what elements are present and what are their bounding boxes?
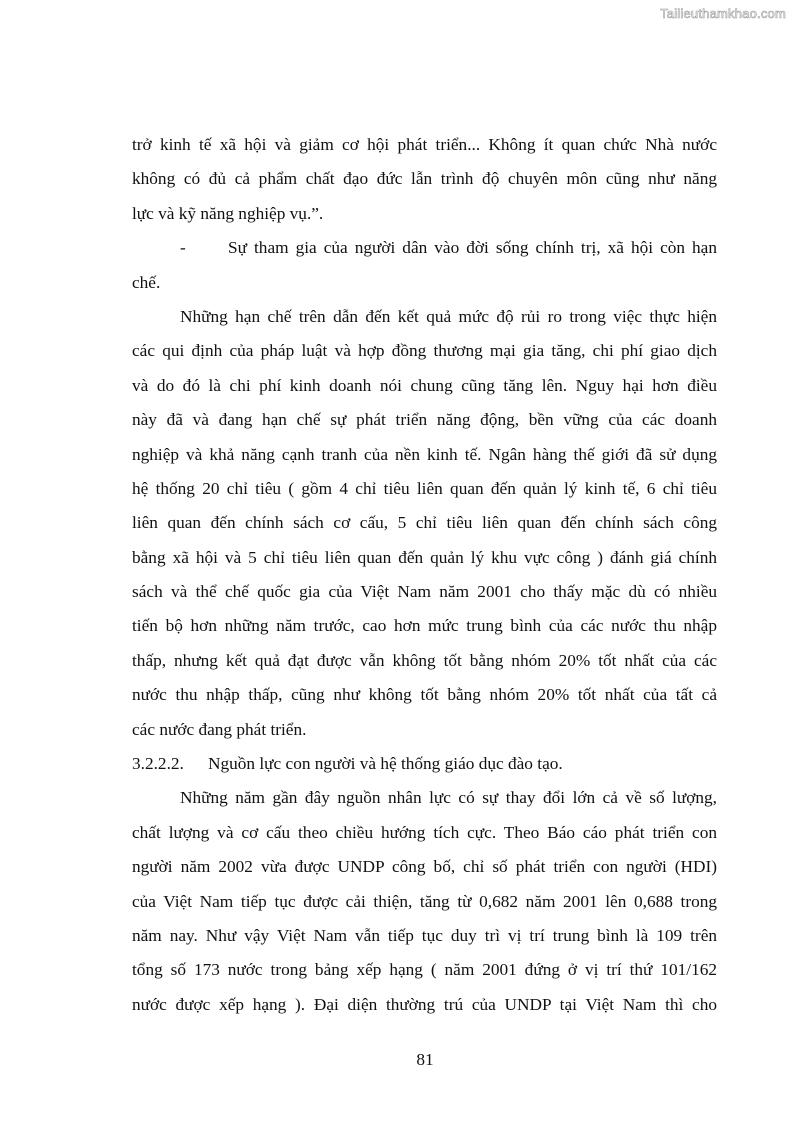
section-number: 3.2.2.2. (132, 754, 184, 774)
paragraph-human-resources (132, 781, 717, 1022)
text-line: các nước đang phát triển. (132, 719, 307, 739)
text-line: tiến bộ hơn những năm trước, cao hơn mức trung bình của các nước thu nhập (132, 616, 717, 636)
text-line: thấp, nhưng kết quả đạt được vẫn không tốt bằng nhóm 20% tốt nhất của các (132, 650, 717, 670)
text-line: không có đủ cả phẩm chất đạo đức lẫn trình độ chuyên môn cũng như năng (132, 169, 717, 189)
text-line: nước được xếp hạng ). Đại diện thường trú của UNDP tại Việt Nam thì cho (132, 994, 717, 1014)
page-number: 81 (416, 1050, 434, 1069)
section-title: Nguồn lực con người và hệ thống giáo dục đào tạo. (208, 754, 563, 774)
text-line: bằng xã hội và 5 chỉ tiêu liên quan đến quản lý khu vực công ) đánh giá chính (132, 547, 717, 567)
text-line: các qui định của pháp luật và hợp đồng thương mại gia tăng, chi phí giao dịch (132, 341, 717, 361)
text-line: nghiệp và khả năng cạnh tranh của nền kinh tế. Ngân hàng thế giới đã sử dụng (132, 444, 717, 464)
text-line: tổng số 173 nước trong bảng xếp hạng ( năm 2001 đứng ở vị trí thứ 101/162 (132, 960, 717, 980)
text-line: Những hạn chế trên dẫn đến kết quả mức độ rủi ro trong việc thực hiện (180, 306, 717, 326)
paragraph-limitations (132, 300, 717, 747)
bullet-text: Sự tham gia của người dân vào đời sống chính trị, xã hội còn hạn (228, 238, 717, 258)
text-line: liên quan đến chính sách cơ cấu, 5 chỉ tiêu liên quan đến chính sách công (132, 513, 717, 533)
text-line: chế. (132, 272, 161, 292)
text-line: Những năm gần đây nguồn nhân lực có sự thay đổi lớn cả về số lượng, (180, 788, 717, 808)
text-line: nước thu nhập thấp, cũng như không tốt bằng nhóm 20% tốt nhất của tất cả (132, 685, 717, 705)
bullet-line (132, 231, 717, 265)
bullet-dash: - (180, 238, 186, 258)
text-line: và do đó là chi phí kinh doanh nói chung cũng tăng lên. Nguy hại hơn điều (132, 375, 717, 395)
paragraph-continuation (132, 128, 717, 231)
bullet-item (132, 231, 717, 300)
text-line: chất lượng và cơ cấu theo chiều hướng tích cực. Theo Báo cáo phát triển con (132, 822, 717, 842)
text-line: này đã và đang hạn chế sự phát triển năng động, bền vững của các doanh (132, 410, 717, 430)
text-line: lực và kỹ năng nghiệp vụ.”. (132, 203, 324, 223)
text-line: trở kinh tế xã hội và giảm cơ hội phát triển... Không ít quan chức Nhà nước (132, 135, 717, 154)
watermark: Tailieuthamkhao.com (660, 6, 786, 21)
page-body (132, 128, 717, 1022)
text-line: hệ thống 20 chỉ tiêu ( gồm 4 chỉ tiêu liên quan đến quản lý kinh tế, 6 chỉ tiêu (132, 478, 717, 498)
text-line: năm nay. Như vậy Việt Nam vẫn tiếp tục duy trì vị trí trung bình là 109 trên (132, 925, 717, 945)
section-heading (132, 747, 717, 781)
text-line: của Việt Nam tiếp tục được cải thiện, tăng từ 0,682 năm 2001 lên 0,688 trong (132, 891, 717, 911)
text-line: người năm 2002 vừa được UNDP công bố, chỉ số phát triển con người (HDI) (132, 857, 717, 877)
text-line: sách và thể chế quốc gia của Việt Nam năm 2001 cho thấy mặc dù có nhiều (132, 582, 717, 602)
